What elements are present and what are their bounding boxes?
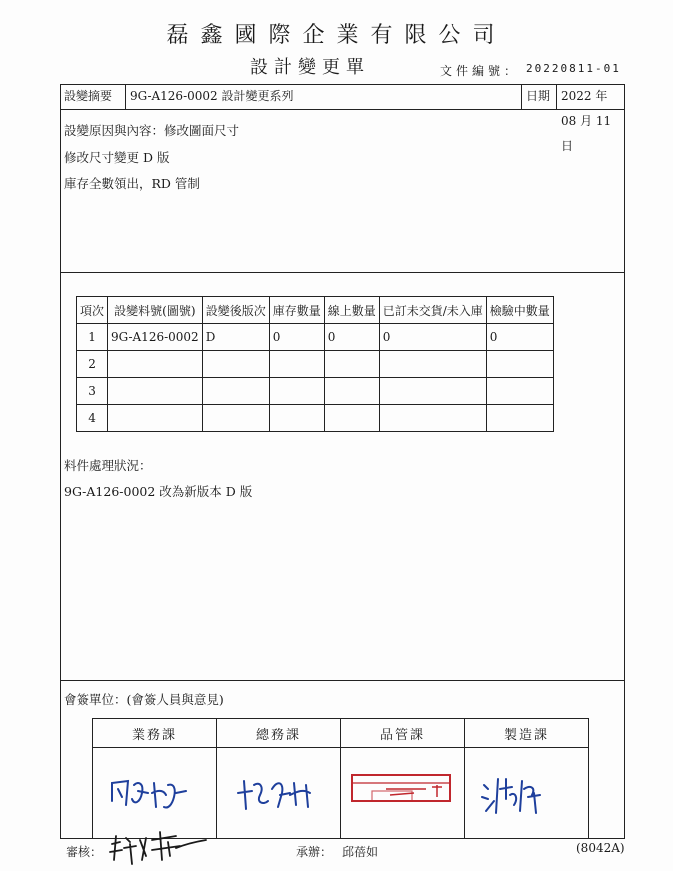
row-part-no: [108, 351, 203, 378]
table-header-row: [77, 297, 554, 324]
reason-line-2: 庫存全數領出，RD 管制: [64, 176, 200, 191]
col-header-part-no: 設變料號(圖號): [108, 297, 203, 324]
doc-number-label: 文件編號：: [440, 64, 521, 78]
col-header-inspection-qty: 檢驗中數量: [486, 297, 553, 324]
dept-sales: 業務課: [93, 719, 217, 748]
manufacturing-signature-cell: [465, 748, 589, 839]
row-inspection-qty: [486, 351, 553, 378]
summary-label: 設變摘要: [60, 84, 126, 109]
row-ordered-qty: 0: [379, 324, 486, 351]
row-ordered-qty: [379, 351, 486, 378]
sales-signature-cell: [93, 748, 217, 839]
handling-title: 料件處理狀況：: [64, 458, 152, 473]
countersign-table: [92, 718, 589, 839]
row-part-no: 9G-A126-0002: [108, 324, 203, 351]
col-header-stock-qty: 庫存數量: [269, 297, 324, 324]
col-header-no: 項次: [77, 297, 108, 324]
company-name: 磊鑫國際企業有限公司: [166, 23, 507, 48]
table-row: [77, 351, 554, 378]
dept-quality: 品管課: [341, 719, 465, 748]
handler-label: 承辦：: [296, 845, 333, 859]
row-no: 4: [77, 405, 108, 432]
reason-line-1: 修改尺寸變更 D 版: [64, 150, 170, 165]
section-divider: [60, 680, 625, 681]
row-stock-qty: [269, 378, 324, 405]
table-row: [77, 324, 554, 351]
handling-line: 9G-A126-0002 改為新版本 D 版: [64, 484, 253, 499]
section-divider: [60, 272, 625, 273]
row-line-qty: [324, 378, 379, 405]
reviewer-signature: [106, 826, 216, 866]
items-table: [76, 296, 554, 432]
date-value: 2022 年 08 月 11 日: [561, 89, 612, 153]
row-ordered-qty: [379, 405, 486, 432]
handwritten-signature: [94, 749, 215, 833]
dept-general-affairs: 總務課: [217, 719, 341, 748]
handwritten-signature: [218, 749, 339, 833]
col-header-ordered-qty: 已訂未交貨/未入庫: [379, 297, 486, 324]
handler-name: 邱蓓如: [342, 845, 379, 859]
dept-manufacturing: 製造課: [465, 719, 589, 748]
row-no: 1: [77, 324, 108, 351]
row-line-qty: [324, 351, 379, 378]
row-no: 2: [77, 351, 108, 378]
row-inspection-qty: [486, 378, 553, 405]
row-line-qty: [324, 405, 379, 432]
row-inspection-qty: [486, 405, 553, 432]
row-revision: D: [202, 324, 269, 351]
col-header-line-qty: 線上數量: [324, 297, 379, 324]
approval-stamp: [342, 749, 463, 833]
row-line-qty: 0: [324, 324, 379, 351]
row-ordered-qty: [379, 378, 486, 405]
table-row: [77, 405, 554, 432]
reviewer-label: 審核：: [66, 845, 103, 859]
row-revision: [202, 351, 269, 378]
countersign-title: 會簽單位：(會簽人員與意見): [64, 692, 224, 707]
form-code: (8042A): [576, 841, 625, 855]
row-revision: [202, 378, 269, 405]
form-title: 設計變更單: [250, 57, 370, 78]
row-part-no: [108, 405, 203, 432]
row-stock-qty: [269, 405, 324, 432]
row-inspection-qty: 0: [486, 324, 553, 351]
row-revision: [202, 405, 269, 432]
row-part-no: [108, 378, 203, 405]
row-no: 3: [77, 378, 108, 405]
row-stock-qty: [269, 351, 324, 378]
col-header-revision: 設變後版次: [202, 297, 269, 324]
reason-title: 設變原因與內容：修改圖面尺寸: [64, 123, 240, 138]
row-stock-qty: 0: [269, 324, 324, 351]
doc-number: 20220811-01: [526, 62, 621, 75]
handwritten-signature: [466, 749, 587, 833]
general-affairs-signature-cell: [217, 748, 341, 839]
quality-signature-cell: [341, 748, 465, 839]
summary-value: 9G-A126-0002 設計變更系列: [126, 84, 522, 109]
table-row: [77, 378, 554, 405]
date-label: 日期: [522, 84, 557, 109]
